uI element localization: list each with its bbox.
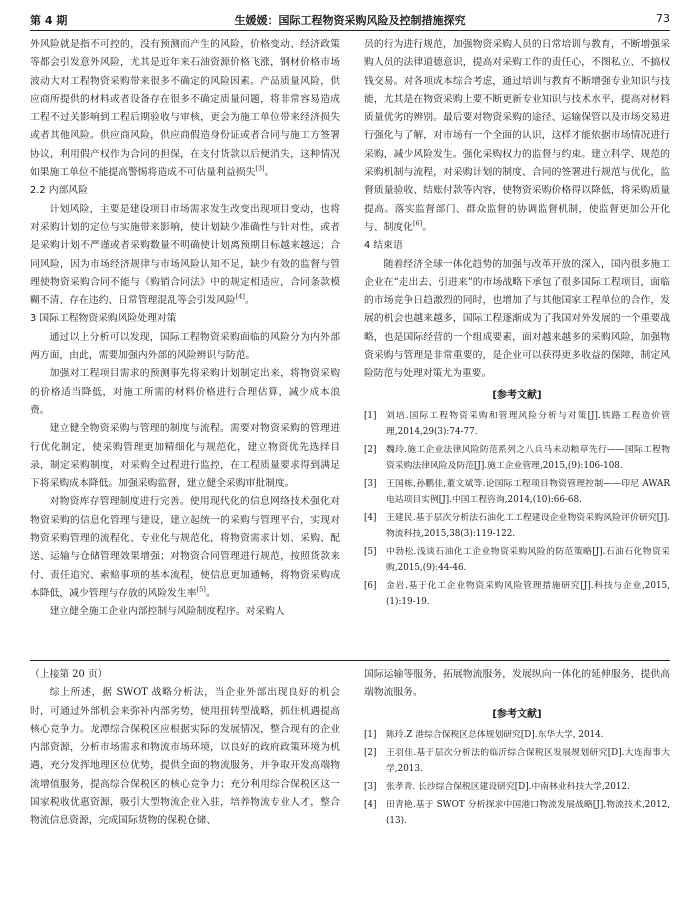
paragraph: 建立健全施工企业内部控制与风险制度程序。对采购人 [49,606,285,618]
page-header [30,8,670,30]
reference-item: [5] 中勃松.浅谈石油化工企业物资采购风险的防范策略[J].石油石化物资采购,2015,(9):44-46. [364,546,670,573]
paragraph: 通过以上分析可以发现，国际工程物资采购面临的风险分为内外部两方面，由此，需要加强内外部的风险辨识与防范。 [30,331,340,362]
section-heading-3: 3 国际工程物资采购风险处理对策 [30,313,177,325]
section-heading-4: 4 结束语 [364,240,403,252]
references-heading: [参考文献] [492,708,542,720]
continued-left-column [30,666,340,831]
reference-item: [1] 陈玲.Z 港综合保税区总体规划研究[D].东华大学, 2014. [364,729,604,740]
citation[interactable]: [6] [412,219,423,228]
citation[interactable]: [4] [235,292,245,301]
reference-item: [2] 王羽佳.基于层次分析法的临沂综合保税区发展规划研究[D].大连海事大学,2013. [364,747,670,774]
page-number: 73 [656,12,670,25]
reference-item: [1] 刘培.国际工程物资采购和管理风险分析与对策[J].铁路工程造价管理,2014,29(3):74-77. [364,410,670,437]
continued-right-column [364,666,670,831]
paragraph: 对物资库存管理制度进行完善。使用现代化的信息网络技术强化对物资采购的信息化管理与建设，建立起统一的采购与管理平台，实现对物资采购管理的流程化、专业化与规范化，将物资需求计划、采购、配送、运输与仓储管理效果增强；对物资合同管理进行规范，按照货款来付、责任追究、索赔事项的基本流程，使信息更加通畅，将物资采购成本降低，减少管理与存放的风险发生率[5]。 [30,496,340,599]
paragraph: 国际运输等服务，拓展物流服务，发展纵向一体化的延伸服务，提供高端物流服务。 [364,669,670,699]
citation[interactable]: [3] [255,164,265,173]
issue-label: 第 4 期 [30,14,68,27]
citation[interactable]: [5] [196,585,206,594]
header-rule [30,30,670,31]
left-column [30,36,340,622]
paragraph: 计划风险，主要是建设项目市场需求发生改变出现项目变动，也将对采购计划的定位与实施带来影响，使计划缺少准确性与针对性，或者是采购计划不严谨或者采购数量不明确使计划离预期目标越来越远；合同风险，因为市场经济规律与市场风险认知不足，缺少有效的监督与管理使物资采购合同不能与《购销合同法》中的规定相适应，合同条款模糊不清、存在违约、日常管理混乱等会引发风险[4]。 [30,203,340,307]
paragraph: 加强对工程项目需求的预测事先将采购计划制定出来，将物资采购的价格适当降低，对施工所需的材料价格进行合理估算，减少成本浪费。 [30,368,340,416]
section-heading-2-2: 2.2 内部风险 [30,185,88,197]
reference-item: [6] 金岩.基于化工企业物资采购风险管理措施研究[J].科技与企业,2015,(1):19-19. [364,580,670,607]
reference-item: [3] 张孝青. 长沙综合保税区建设研究[D].中南林业科技大学,2012. [364,781,630,792]
article-separator [30,660,670,661]
reference-item: [4] 王建民.基于层次分析法石油化工工程建设企业物资采购风险评价研究[J].物流科技,2015,38(3):119-122. [364,512,670,539]
right-column [364,36,670,612]
continued-from-label: （上接第 20 页） [30,669,108,680]
paragraph: 综上所述，据 SWOT 战略分析法，当企业外部出现良好的机会时，可通过外部机会来弥补内部劣势，使用扭转型战略，抓住机遇提高核心竞争力。龙潭综合保税区应根据实际的发展情况，整合现有的企业内部资源，分析市场需求和物流市场环境，以良好的政府政策环境为机遇，充分发挥地理区位优势，提供全面的物流服务，并争取开发高端物流增值服务，提高综合保税区的核心竞争力；充分利用综合保税区这一国家税收优惠资源，吸引大型物流企业入驻，培养物流专业人才，整合物流信息资源，完成国际货物的保税仓储、 [30,687,340,827]
reference-list [364,727,670,829]
paragraph: 建立健全物资采购与管理的制度与流程。需要对物资采购的管理进行优化制定，使采购管理更加精细化与规范化，建立物资优先选择目录，制定采购制度，对采购全过程进行监控，在工程质量要求得到满足下将采购成本降低。加强采购监督，建立健全采购审批制度。 [30,423,340,490]
reference-list [364,408,670,610]
reference-item: [4] 田青艳.基于 SWOT 分析探求中国港口物流发展战略[J].物流技术,2012,(13). [364,799,670,826]
reference-item: [2] 魏玲.施工企业法律风险防范系列之八兵马未动粮草先行——国际工程物资采购法律风险及防范[J].施工企业管理,2015,(9):106-108. [364,444,670,471]
paragraph: 外风险就是指不可控的，没有预测而产生的风险，价格变动、经济政策等都会引发意外风险，尤其是近年来石油资源价格飞涨，钢材价格市场波动大对工程物资采购带来很多不确定的风险因素。产品质量风险，供应商所提供的材料或者设备存在很多不确定质量问题，将非常容易造成工程不过关影响到工程后期验收与审核，更会为施工单位带来经济损失或者其他风险。供应商风险，供应商假造身份证或者合同与施工方签署协议，利用假产权作为合同的担保，在支付货款以后便消失，这种情况如果施工单位不能提高警惕将造成不可估量利益损失[3]。 [30,39,340,179]
paragraph: 员的行为进行规范，加强物资采购人员的日常培训与教育，不断增强采购人员的法律道德意识，提高对采购工作的责任心，不图私立、不搞权钱交易。对各项成本综合考虑，通过培训与教育不断增强专业知识与技能，尤其是在物资采购上要不断更新专业知识与技术水平，提高对材料质量优劣的辨别。最后要对物资采购的途径、运输保管以及市场交易进行强化与了解，对市场有一个全面的认识，这样才能依据市场情况进行采购，减少风险发生。强化采购权力的监督与约束。建立科学、规范的采购机制与流程，对采购计划的制度、合同的签署进行规范与优化，监督质量验收、结账付款等内容，使物资采购价格得以降低，将采购质量提高。落实监督部门、群众监督的协调监督机制，使监督更加公开化与、制度化[6]。 [364,39,670,233]
reference-item: [3] 王国栋,孙鹏佳,董文斌等.论国际工程项目物资管理控制——印尼 AWAR 电站项目实例[J].中国工程咨询,2014,(10):66-68. [364,478,670,505]
running-title: 生媛媛：国际工程物资采购风险及控制措施探究 [234,14,466,27]
paragraph: 随着经济全球一体化趋势的加强与改革开放的深入，国内很多施工企业在“走出去、引进来”的市场战略下承包了很多国际工程项目，面临的市场竞争日趋激烈的同时，也增加了与其他国家工程单位的合作，发展的机会也越来越多，国际工程逐渐成为了我国对外发展的一个重要战略，也是国际经营的一个组成要素，面对越来越多的采购风险，加强物资采购与管理是非常重要的，是企业可以获得更多收益的保障，制定风险防范与处理对策尤为重要。 [364,258,670,380]
references-heading: [参考文献] [492,389,542,401]
